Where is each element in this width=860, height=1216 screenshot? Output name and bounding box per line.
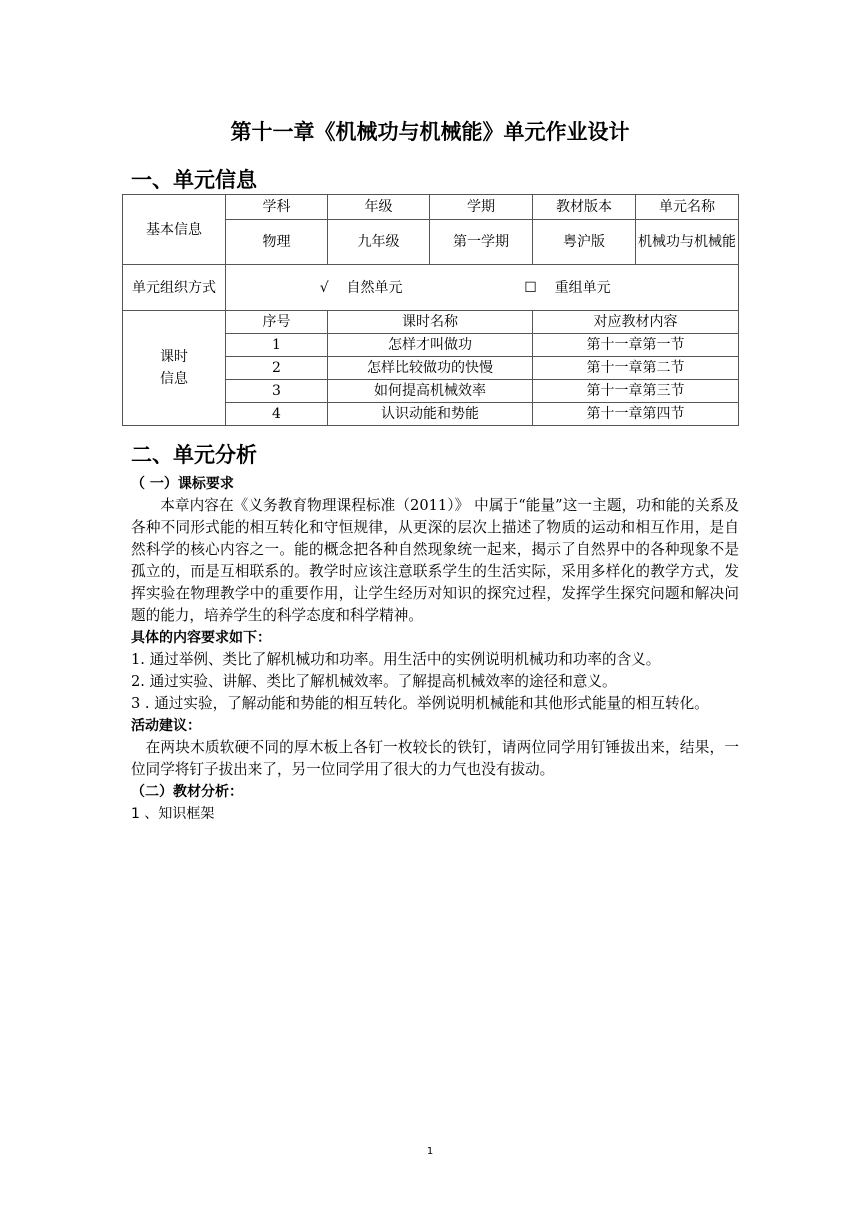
- unit-info-table: [122, 194, 739, 426]
- paragraph-activity: 在两块木质软硬不同的厚木板上各钉一枚较长的铁钉，请两位同学用钉锤拔出来，结果，一位同学将钉子拔出来了，另一位同学用了很大的力气也没有拔动。: [131, 739, 739, 778]
- paragraph-curriculum: 本章内容在《义务教育物理课程标准（2011）》 中属于“能量”这一主题，功和能的关系及各种不同形式能的相互转化和守恒规律，从更深的层次上描述了物质的运动和相互作用，是自然科学的核心内容之一。能的概念把各种自然现象统一起来，揭示了自然界中的各种现象不是孤立的，而是互相联系的。教学时应该注意联系学生的生活实际，采用多样化的教学方式，发挥实验在物理教学中的重要作用，让学生经历对知识的探究过程，发挥学生探究问题和解决问题的能力，培养学生的科学态度和科学精神。: [131, 497, 739, 624]
- subheading-curriculum: （ 一）课标要求: [131, 476, 234, 492]
- table-row: 2 怎样比较做功的快慢 第十一章第二节: [123, 357, 739, 380]
- table-row: 1 怎样才叫做功 第十一章第一节: [123, 334, 739, 357]
- lesson-header-no: 序号: [226, 311, 328, 334]
- section-heading-unit-analysis: 二、单元分析: [131, 443, 257, 467]
- value-unit-name: 机械功与机械能: [636, 220, 739, 265]
- section-heading-unit-info: 一、单元信息: [131, 168, 257, 192]
- document-title: 第十一章《机械功与机械能》单元作业设计: [230, 120, 630, 144]
- org-options: [226, 265, 739, 311]
- body-text: [131, 495, 739, 825]
- header-subject: 学科: [226, 195, 328, 220]
- table-row: 4 认识动能和势能 第十一章第四节: [123, 403, 739, 426]
- check-mark-icon: √: [319, 279, 329, 296]
- list-item: 3 . 通过实验，了解动能和势能的相互转化。举例说明机械能和其他形式能量的相互转化。: [131, 695, 709, 712]
- knowledge-framework-item: 1 、知识框架: [131, 806, 215, 822]
- org-option-regroup: 重组单元: [554, 279, 611, 296]
- header-unit-name: 单元名称: [636, 195, 739, 220]
- value-term: 第一学期: [430, 220, 533, 265]
- lesson-header-name: 课时名称: [328, 311, 533, 334]
- value-edition: 粤沪版: [533, 220, 636, 265]
- list-item: 1. 通过举例、类比了解机械功和功率。用生活中的实例说明机械功和功率的含义。: [131, 651, 661, 668]
- header-term: 学期: [430, 195, 533, 220]
- activity-heading: 活动建议：: [131, 718, 201, 734]
- subheading-textbook: （二）教材分析：: [131, 784, 243, 800]
- lesson-header-content: 对应教材内容: [533, 311, 739, 334]
- header-edition: 教材版本: [533, 195, 636, 220]
- table-row: 3 如何提高机械效率 第十一章第三节: [123, 380, 739, 403]
- header-grade: 年级: [328, 195, 430, 220]
- page-number: 1: [426, 1146, 434, 1157]
- value-grade: 九年级: [328, 220, 430, 265]
- org-option-natural: 自然单元: [346, 279, 403, 296]
- lesson-info-label: 课时 信息: [123, 311, 226, 426]
- list-item: 2. 通过实验、讲解、类比了解机械效率。了解提高机械效率的途径和意义。: [131, 673, 617, 690]
- requirements-heading: 具体的内容要求如下：: [131, 630, 271, 646]
- org-label: 单元组织方式: [123, 265, 226, 311]
- value-subject: 物理: [226, 220, 328, 265]
- basic-info-label: 基本信息: [123, 195, 226, 265]
- unchecked-box-icon: ☐: [524, 279, 537, 296]
